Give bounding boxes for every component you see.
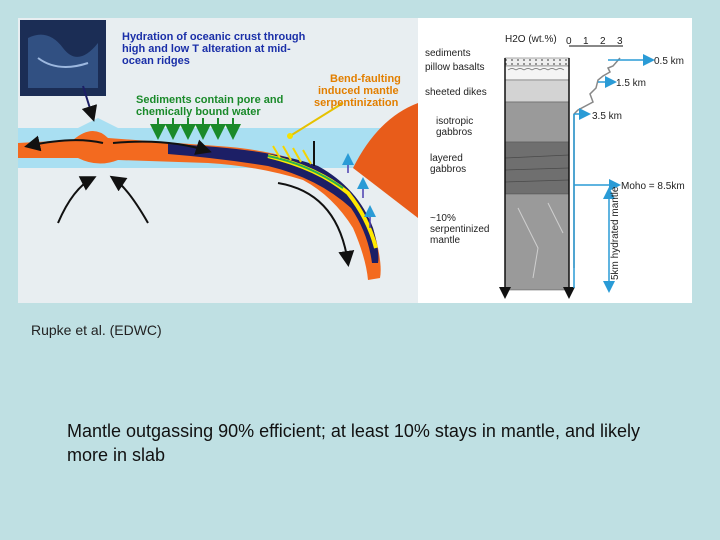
depth-label-3-5: 3.5 km [592,111,623,122]
water-axis-tick-3: 3 [617,36,623,47]
column-sheeted-dikes [505,80,569,102]
slide-body-text: Mantle outgassing 90% efficient; at least 10% stays in mantle, and likely more in slab [67,421,640,465]
label-hydration-line3: ocean ridges [122,55,190,67]
hydrated-mantle-label: 5km hydrated mantle [610,186,621,280]
depth-label-0-5: 0.5 km [654,56,685,67]
layer-sediments-label: sediments [425,48,471,59]
label-sediments-water: Sediments contain pore and chemically bound water [136,94,284,118]
label-bend-faulting: Bend-faulting induced mantle serpentinization [314,73,401,109]
column-mantle [505,194,569,290]
column-isotropic-gabbros [505,102,569,142]
lithology-panel [425,34,685,296]
depth-label-1-5: 1.5 km [616,78,647,89]
figure-caption: Rupke et al. (EDWC) [31,322,162,338]
bend-faulting-pointer-dot [287,133,293,139]
water-axis-tick-2: 2 [600,36,606,47]
layer-pillow-basalts-label: pillow basalts [425,62,485,73]
water-axis-tick-1: 1 [583,36,589,47]
layer-serpentinized-mantle-label: ~10% serpentinized mantle [430,213,490,246]
column-pillow-basalts [505,66,569,80]
layer-layered-gabbros-label: layered gabbros [430,153,467,175]
water-axis-tick-0: 0 [566,36,572,47]
column-sediments [505,58,569,66]
layer-isotropic-gabbros-label: isotropic gabbros [436,116,474,138]
label-hydration-line2: high and low T alteration at mid- [122,43,291,55]
label-hydration-line1: Hydration of oceanic crust through [122,31,306,43]
diagram-figure [18,18,692,303]
water-axis-label: H2O (wt.%) [505,34,557,45]
diagram-svg [18,18,692,303]
layer-sheeted-dikes-label: sheeted dikes [425,87,487,98]
moho-label: Moho = 8.5km [621,181,685,192]
